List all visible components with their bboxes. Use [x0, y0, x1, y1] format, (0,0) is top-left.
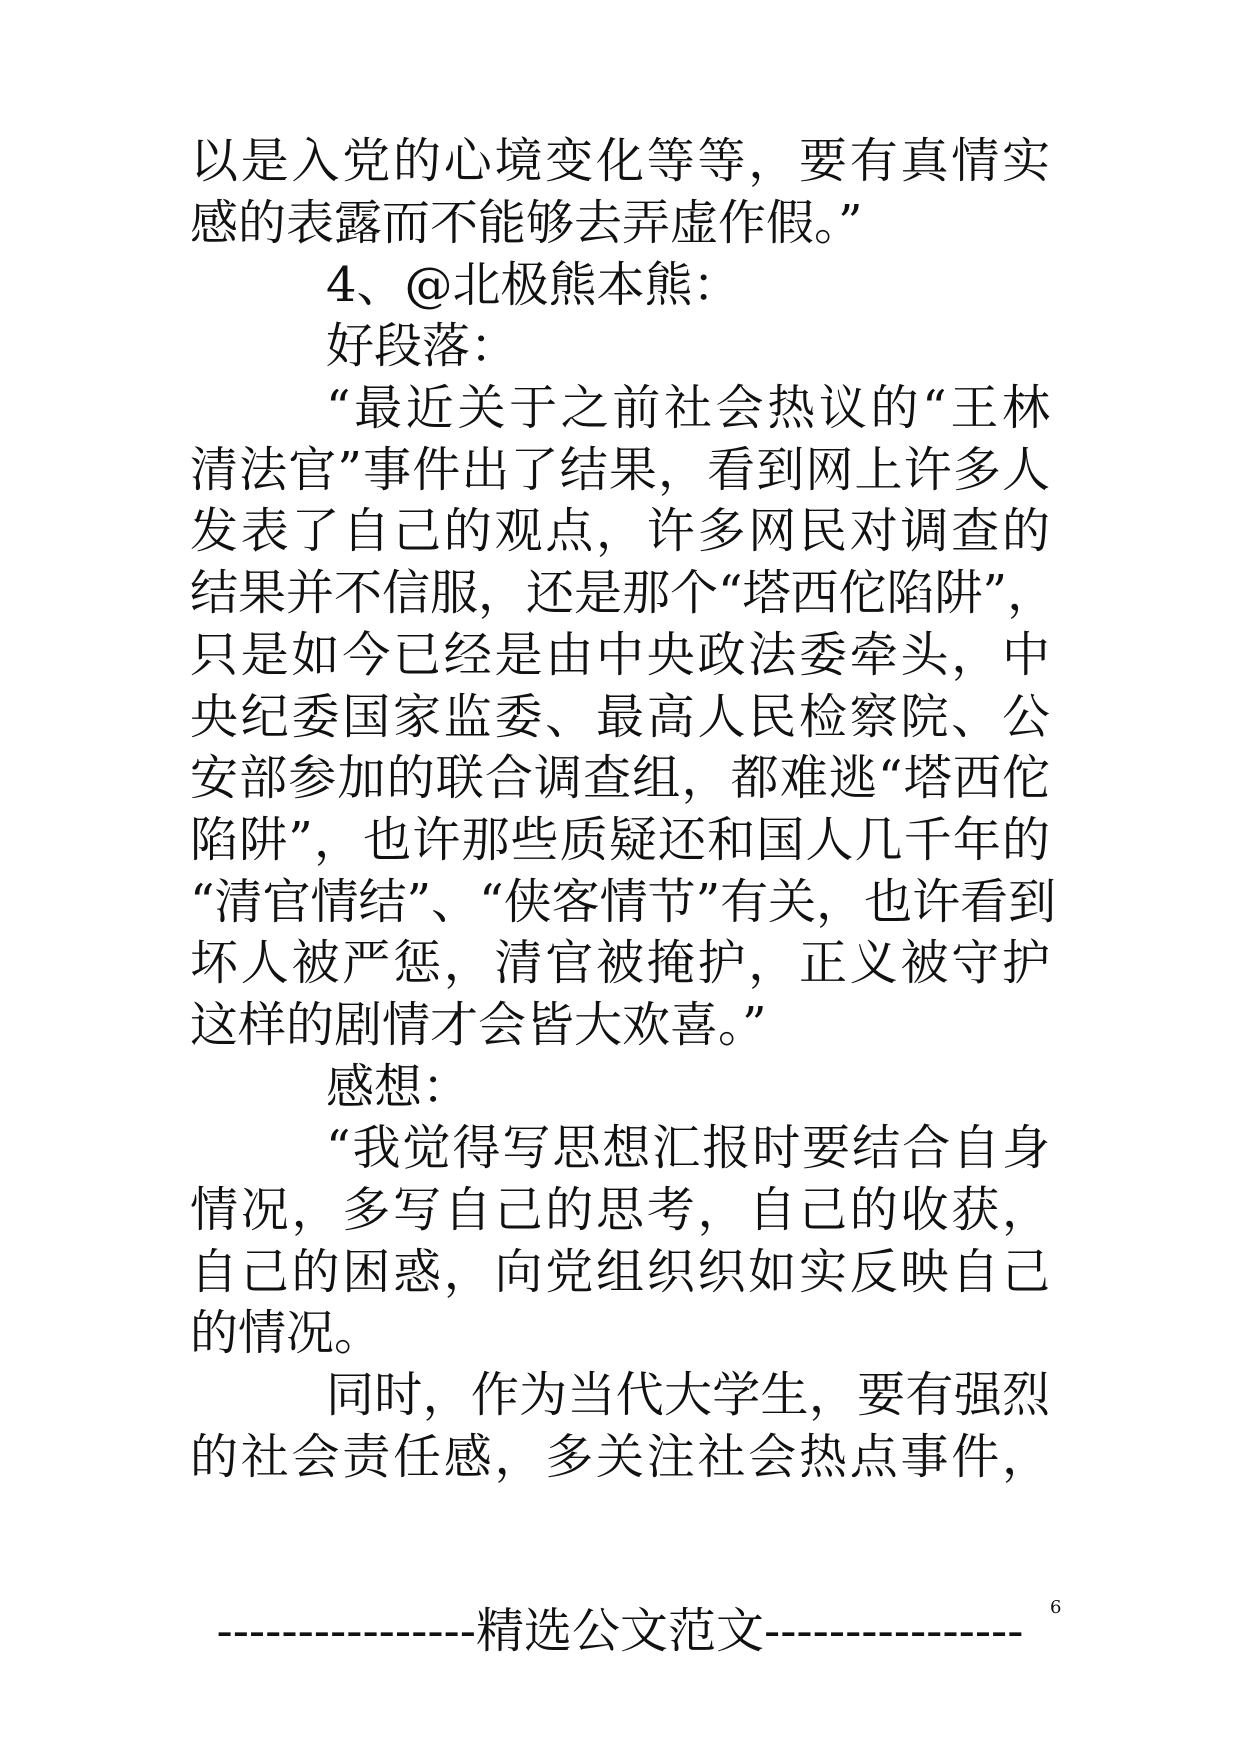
thoughts-line-1: “我觉得写思想汇报时要结合自身 [326, 1120, 1050, 1176]
thoughts-line-4: 的情况。 [190, 1305, 383, 1361]
quote-line-5: 只是如今已经是由中央政法委牵头，中 [190, 627, 1050, 683]
thoughts-line-3: 自己的困惑，向党组织织如实反映自己 [190, 1244, 1050, 1300]
quote-line-10: 坏人被严惩，清官被掩护，正义被守护 [190, 935, 1050, 991]
quote-line-8: 陷阱”，也许那些质疑还和国人几千年的 [190, 812, 1050, 868]
quote-line-3: 发表了自己的观点，许多网民对调查的 [190, 503, 1050, 559]
page-footer: ----------------精选公文范文---------------- [216, 1603, 1024, 1659]
thoughts-label: 感想： [326, 1059, 471, 1115]
paragraph-1-line-1: 以是入党的心境变化等等，要有真情实 [190, 133, 1050, 189]
thoughts-line-2: 情况，多写自己的思考，自己的收获， [190, 1182, 1050, 1238]
item-4-heading: 4、@北极熊本熊： [326, 257, 741, 313]
quote-line-11: 这样的剧情才会皆大欢喜。” [190, 997, 767, 1053]
quote-line-7: 安部参加的联合调查组，都难逃“塔西佗 [190, 750, 1050, 806]
quote-line-1: “最近关于之前社会热议的“王林 [326, 380, 1050, 436]
continuation-line-1: 同时，作为当代大学生，要有强烈 [326, 1367, 1050, 1423]
paragraph-1-line-2: 感的表露而不能够去弄虚作假。” [190, 195, 863, 251]
page-number: 6 [1050, 1597, 1062, 1618]
continuation-line-2: 的社会责任感，多关注社会热点事件， [190, 1429, 1050, 1485]
quote-line-4: 结果并不信服，还是那个“塔西佗陷阱”， [190, 565, 1056, 621]
quote-line-9: “清官情结”、“侠客情节”有关，也许看到 [190, 874, 1057, 930]
quote-line-6: 央纪委国家监委、最高人民检察院、公 [190, 689, 1050, 745]
quote-line-2: 清法官”事件出了结果，看到网上许多人 [190, 442, 1050, 498]
good-paragraph-label: 好段落： [326, 318, 519, 374]
